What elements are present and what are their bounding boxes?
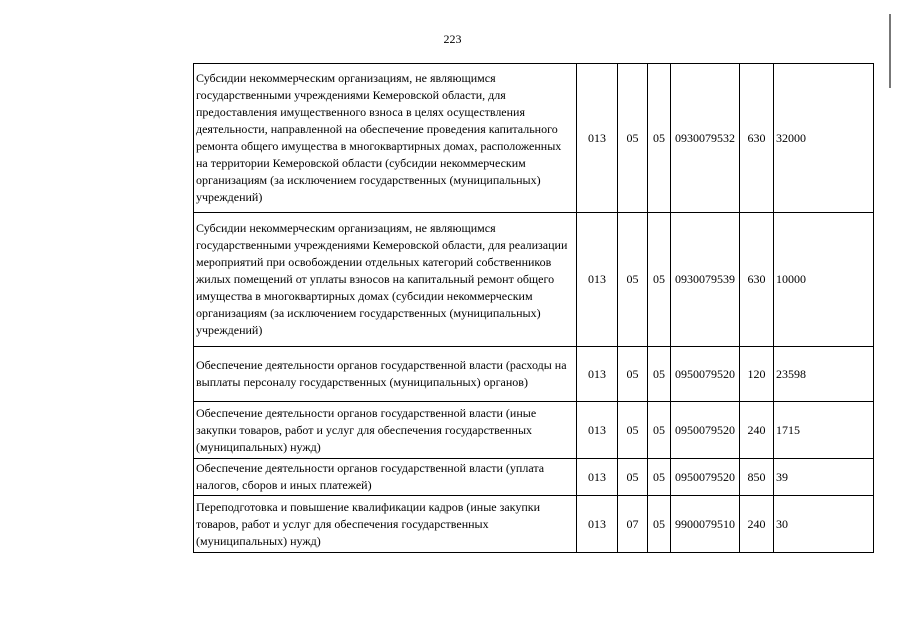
table-row	[194, 459, 874, 496]
table-row	[194, 213, 874, 347]
section-code: 05	[618, 213, 648, 347]
expense-type-code: 630	[740, 213, 774, 347]
budget-table	[193, 63, 874, 553]
subsection-code: 05	[648, 496, 671, 553]
row-description: Субсидии некоммерческим организациям, не являющимся государственными учреждениями Кемеровской области, для предоставления имущественного взноса в целях осуществления деятельности, направленной на обеспечение проведения капитального ремонта общего имущества в многоквартирных домах, расположенных на территории Кемеровской области (субсидии некоммерческим организациям (за исключением государственных (муниципальных) учреждений)	[194, 64, 577, 213]
expense-type-code: 240	[740, 496, 774, 553]
expense-type-code: 240	[740, 402, 774, 459]
section-code: 05	[618, 347, 648, 402]
subsection-code: 05	[648, 64, 671, 213]
table-row	[194, 496, 874, 553]
target-article-code: 9900079510	[671, 496, 740, 553]
table-row	[194, 64, 874, 213]
row-description: Обеспечение деятельности органов государственной власти (уплата налогов, сборов и иных платежей)	[194, 459, 577, 496]
ministry-code: 013	[577, 213, 618, 347]
page-number: 223	[443, 32, 462, 46]
section-code: 05	[618, 402, 648, 459]
row-description: Субсидии некоммерческим организациям, не являющимся государственными учреждениями Кемеровской области, для реализации мероприятий при освобождении отдельных категорий собственников жилых помещений от уплаты взносов на капитальный ремонт общего имущества в многоквартирных домах (субсидии некоммерческим организациям (за исключением государственных (муниципальных) учреждений)	[194, 213, 577, 347]
ministry-code: 013	[577, 347, 618, 402]
expense-type-code: 850	[740, 459, 774, 496]
target-article-code: 0950079520	[671, 459, 740, 496]
amount: 32000	[774, 64, 874, 213]
ministry-code: 013	[577, 496, 618, 553]
ministry-code: 013	[577, 402, 618, 459]
amount: 39	[774, 459, 874, 496]
expense-type-code: 120	[740, 347, 774, 402]
section-code: 05	[618, 459, 648, 496]
subsection-code: 05	[648, 402, 671, 459]
section-code: 05	[618, 64, 648, 213]
row-description: Переподготовка и повышение квалификации кадров (иные закупки товаров, работ и услуг для обеспечения государственных (муниципальных) нужд)	[194, 496, 577, 553]
target-article-code: 0930079539	[671, 213, 740, 347]
margin-rule	[889, 14, 891, 88]
target-article-code: 0930079532	[671, 64, 740, 213]
subsection-code: 05	[648, 459, 671, 496]
table-row	[194, 347, 874, 402]
row-description: Обеспечение деятельности органов государственной власти (иные закупки товаров, работ и услуг для обеспечения государственных (муниципальных) нужд)	[194, 402, 577, 459]
section-code: 07	[618, 496, 648, 553]
amount: 1715	[774, 402, 874, 459]
subsection-code: 05	[648, 347, 671, 402]
amount: 30	[774, 496, 874, 553]
expense-type-code: 630	[740, 64, 774, 213]
row-description: Обеспечение деятельности органов государственной власти (расходы на выплаты персоналу государственных (муниципальных) органов)	[194, 347, 577, 402]
amount: 10000	[774, 213, 874, 347]
target-article-code: 0950079520	[671, 402, 740, 459]
amount: 23598	[774, 347, 874, 402]
table-row	[194, 402, 874, 459]
ministry-code: 013	[577, 64, 618, 213]
target-article-code: 0950079520	[671, 347, 740, 402]
ministry-code: 013	[577, 459, 618, 496]
subsection-code: 05	[648, 213, 671, 347]
